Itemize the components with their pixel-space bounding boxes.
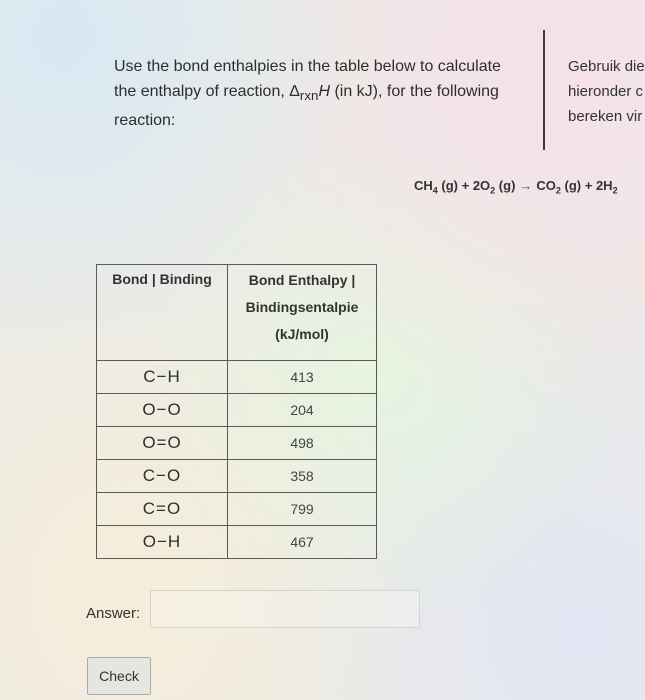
enthalpy-cell: 498 [228,427,377,460]
question-text-end: (in kJ), for the following reaction: [114,83,499,130]
header-enthalpy-line-3: (kJ/mol) [275,326,329,342]
bond-cell: C=O [97,493,228,526]
table-row [97,394,377,427]
table-row [97,427,377,460]
co2-subscript: 2 [555,185,561,196]
methane-subscript: 4 [432,185,438,196]
enthalpy-cell: 799 [228,493,377,526]
enthalpy-cell: 467 [228,526,377,559]
table-row [97,460,377,493]
bond-cell: O−H [97,526,228,559]
check-button[interactable]: Check [87,657,151,695]
reaction-equation [414,178,645,196]
co2-formula: CO [536,178,556,193]
afrikaans-line-3: bereken vir [568,108,643,125]
methane-formula: CH [414,178,433,193]
header-enthalpy-line-2: Bindingsentalpie [245,299,359,315]
bond-cell: O=O [97,427,228,460]
table-header-row [97,265,377,361]
oxygen-subscript: 2 [490,185,496,196]
bond-enthalpy-table [96,264,377,559]
table-row [97,526,377,559]
answer-input[interactable] [150,590,420,628]
enthalpy-cell: 413 [228,361,377,394]
reaction-arrow-icon: → [519,178,533,193]
enthalpy-cell: 358 [228,460,377,493]
reactant-oxygen: (g) + 2O [437,178,491,193]
afrikaans-line-1: Gebruik die [568,58,645,75]
header-bond: Bond | Binding [97,265,228,361]
language-divider [543,30,545,150]
afrikaans-line-2: hieronder c [568,83,644,100]
table-row [97,361,377,394]
question-text-afrikaans [568,54,645,129]
question-text-english [114,54,514,133]
water-subscript: 2 [612,185,618,196]
enthalpy-symbol: H [318,83,330,100]
header-enthalpy-line-1: Bond Enthalpy | [248,272,356,288]
rxn-subscript: rxn [299,88,319,104]
bond-cell: C−O [97,460,228,493]
oxygen-state: (g) [495,178,516,193]
product-water: (g) + 2H [560,178,613,193]
bond-cell: C−H [97,361,228,394]
answer-label: Answer: [86,605,141,622]
table-row [97,493,377,526]
question-text-start: Use the bond enthalpies in the table below to calculate the enthalpy of reaction, Δ [114,58,501,100]
header-enthalpy [228,265,377,361]
enthalpy-cell: 204 [228,394,377,427]
bond-cell: O−O [97,394,228,427]
